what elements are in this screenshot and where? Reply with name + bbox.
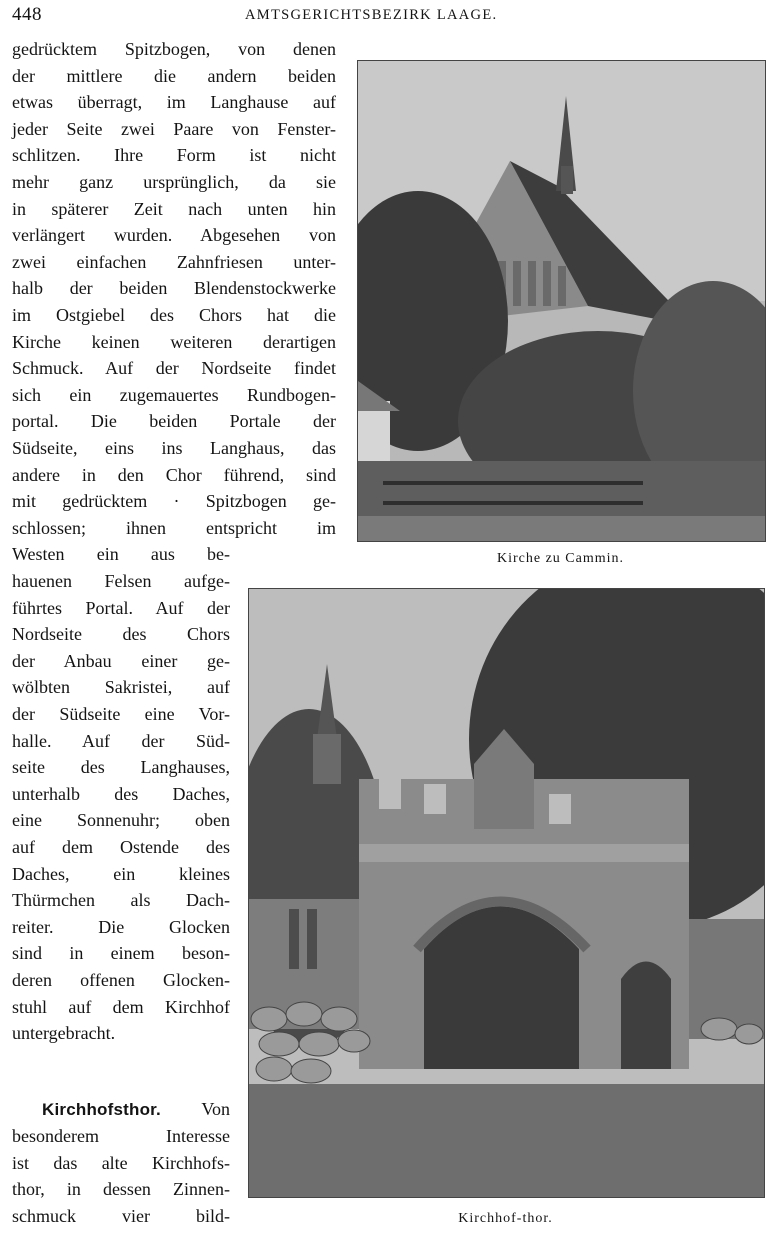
body-line: eine Sonnenuhr; oben	[12, 810, 230, 831]
gate-caption: Kirchhof-thor.	[458, 1211, 553, 1226]
body-line: jeder Seite zwei Paare von Fenster-	[12, 118, 336, 139]
body-line: sind in einem beson-	[12, 943, 230, 964]
body-line: portal. Die beiden Portale der	[12, 411, 336, 432]
body-line: im Ostgiebel des Chors hat die	[12, 305, 336, 325]
body-line: reiter. Die Glocken	[12, 916, 230, 937]
body-line: stuhl auf dem Kirchhof	[12, 996, 230, 1017]
body-line: Schmuck. Auf der Nordseite findet	[12, 358, 336, 379]
section-line: schmuck vier bild-	[12, 1206, 230, 1227]
body-line: hauenen Felsen aufge-	[12, 571, 230, 591]
body-line: halle. Auf der Süd-	[12, 730, 230, 751]
body-line: Nordseite des Chors	[12, 624, 230, 645]
body-line: Kirche keinen weiteren derartigen	[12, 331, 336, 352]
section-heading: Kirchhofsthor.	[42, 1100, 161, 1119]
church-photo	[357, 60, 766, 542]
body-line: gedrücktem Spitzbogen, von denen	[12, 39, 336, 59]
body-line: auf dem Ostende des	[12, 837, 230, 857]
body-line: halb der beiden Blendenstockwerke	[12, 278, 336, 299]
section-line: ist das alte Kirchhofs-	[12, 1152, 230, 1173]
section-heading-line	[42, 1096, 230, 1124]
body-line: sich ein zugemauertes Rundbogen-	[12, 384, 336, 405]
body-line: seite des Langhauses,	[12, 757, 230, 778]
body-line: mit gedrücktem · Spitzbogen ge-	[12, 491, 336, 512]
body-line: der Südseite eine Vor-	[12, 704, 230, 724]
section-line: thor, in dessen Zinnen-	[12, 1179, 230, 1200]
body-line: der mittlere die andern beiden	[12, 65, 336, 86]
gate-photo	[248, 588, 765, 1198]
church-caption: Kirche zu Cammin.	[496, 551, 625, 566]
body-line: verlängert wurden. Abgesehen von	[12, 225, 336, 246]
body-line: wölbten Sakristei, auf	[12, 677, 230, 698]
body-line: zwei einfachen Zahnfriesen unter-	[12, 251, 336, 272]
running-head: AMTSGERICHTSBEZIRK LAAGE.	[245, 7, 498, 23]
body-line: Südseite, eins ins Langhaus, das	[12, 438, 336, 458]
body-line: schlossen; ihnen entspricht im	[12, 517, 336, 538]
body-line: Daches, ein kleines	[12, 863, 230, 884]
body-line: unterhalb des Daches,	[12, 783, 230, 804]
page-number: 448	[12, 4, 42, 25]
body-line: in späterer Zeit nach unten hin	[12, 198, 336, 219]
body-line: Thürmchen als Dach-	[12, 890, 230, 911]
body-line: untergebracht.	[12, 1023, 116, 1044]
body-line: mehr ganz ursprünglich, da sie	[12, 172, 336, 192]
body-line: schlitzen. Ihre Form ist nicht	[12, 145, 336, 166]
section-line: besonderem Interesse	[12, 1125, 230, 1146]
body-line: der Anbau einer ge-	[12, 650, 230, 671]
section-heading-rest: Von	[201, 1099, 230, 1119]
body-line: führtes Portal. Auf der	[12, 597, 230, 618]
body-line: andere in den Chor führend, sind	[12, 464, 336, 485]
body-line: deren offenen Glocken-	[12, 970, 230, 990]
body-line: etwas überragt, im Langhause auf	[12, 92, 336, 113]
body-line: Westen ein aus be-	[12, 544, 230, 565]
